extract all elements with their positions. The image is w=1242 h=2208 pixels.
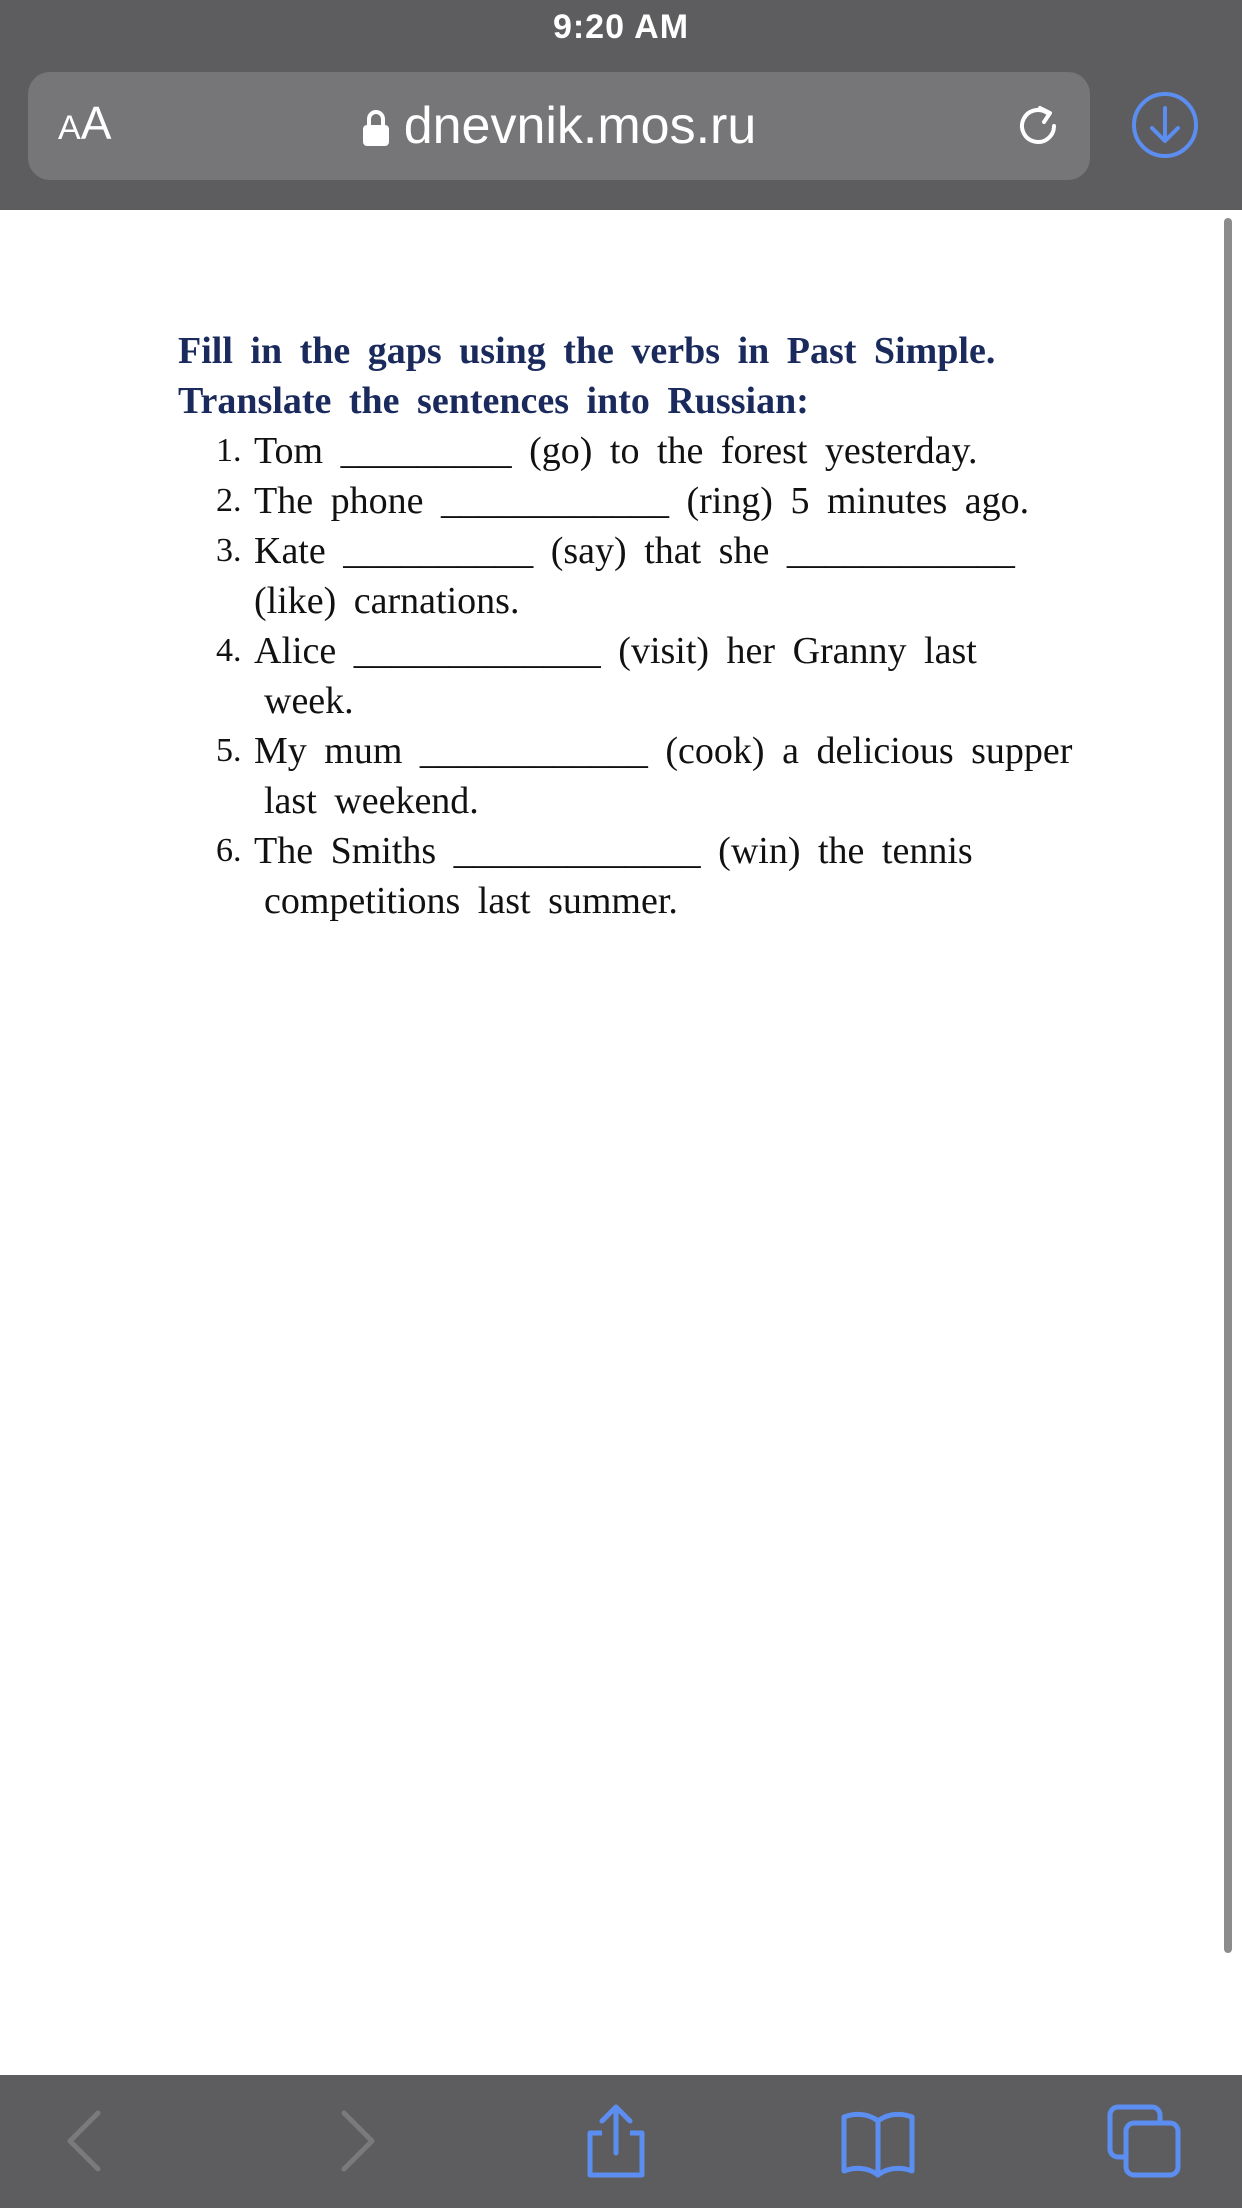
browser-top-bar	[0, 0, 1242, 210]
back-button[interactable]	[46, 2101, 126, 2181]
bookmarks-button[interactable]	[838, 2101, 918, 2181]
exercise-item-3	[178, 526, 1178, 626]
item-number: 5.	[216, 732, 242, 769]
tabs-button[interactable]	[1104, 2101, 1184, 2181]
forward-icon	[316, 2101, 396, 2181]
page-scrollbar[interactable]	[1224, 218, 1232, 1953]
aa-large-letter: A	[80, 97, 112, 149]
item-number: 4.	[216, 632, 242, 669]
share-button[interactable]	[576, 2101, 656, 2181]
item-text: My mum ____________ (cook) a delicious supper	[254, 730, 1073, 772]
aa-small-letter: A	[58, 109, 81, 147]
exercise-item-1	[178, 426, 1178, 476]
forward-button[interactable]	[316, 2101, 396, 2181]
instruction-text	[178, 326, 1178, 426]
address-bar[interactable]	[28, 72, 1090, 180]
reload-icon[interactable]	[1010, 98, 1066, 154]
instruction-line-1: Fill in the gaps using the verbs in Past Simple.	[178, 330, 996, 372]
item-number: 3.	[216, 532, 242, 569]
status-time: 9:20 AM	[552, 8, 690, 46]
back-icon	[46, 2101, 126, 2181]
item-text: The phone ____________ (ring) 5 minutes ago.	[254, 480, 1030, 522]
exercise-item-4	[178, 626, 1178, 726]
lock-icon	[362, 109, 390, 147]
item-text: Kate __________ (say) that she ____________	[254, 530, 1015, 572]
item-number: 2.	[216, 482, 242, 519]
item-text: The Smiths _____________ (win) the tennis	[254, 830, 973, 872]
exercise-document	[178, 326, 1178, 926]
tabs-icon	[1104, 2101, 1184, 2181]
exercise-item-5	[178, 726, 1178, 826]
bookmarks-icon	[838, 2101, 918, 2181]
item-number: 6.	[216, 832, 242, 869]
item-text: Tom _________ (go) to the forest yesterday.	[254, 430, 978, 472]
url-display[interactable]	[28, 72, 1090, 180]
instruction-line-2: Translate the sentences into Russian:	[178, 380, 809, 422]
item-continuation: competitions last summer.	[264, 880, 678, 922]
item-number: 1.	[216, 432, 242, 469]
item-continuation: week.	[264, 680, 354, 722]
url-text: dnevnik.mos.ru	[403, 97, 757, 155]
item-continuation: last weekend.	[264, 780, 479, 822]
exercise-item-6	[178, 826, 1178, 926]
download-icon[interactable]	[1130, 90, 1200, 160]
item-continuation: (like) carnations.	[254, 580, 520, 622]
share-icon	[576, 2101, 656, 2181]
exercise-list	[178, 426, 1178, 926]
exercise-item-2	[178, 476, 1178, 526]
item-text: Alice _____________ (visit) her Granny last	[254, 630, 977, 672]
browser-bottom-toolbar	[0, 2075, 1242, 2208]
